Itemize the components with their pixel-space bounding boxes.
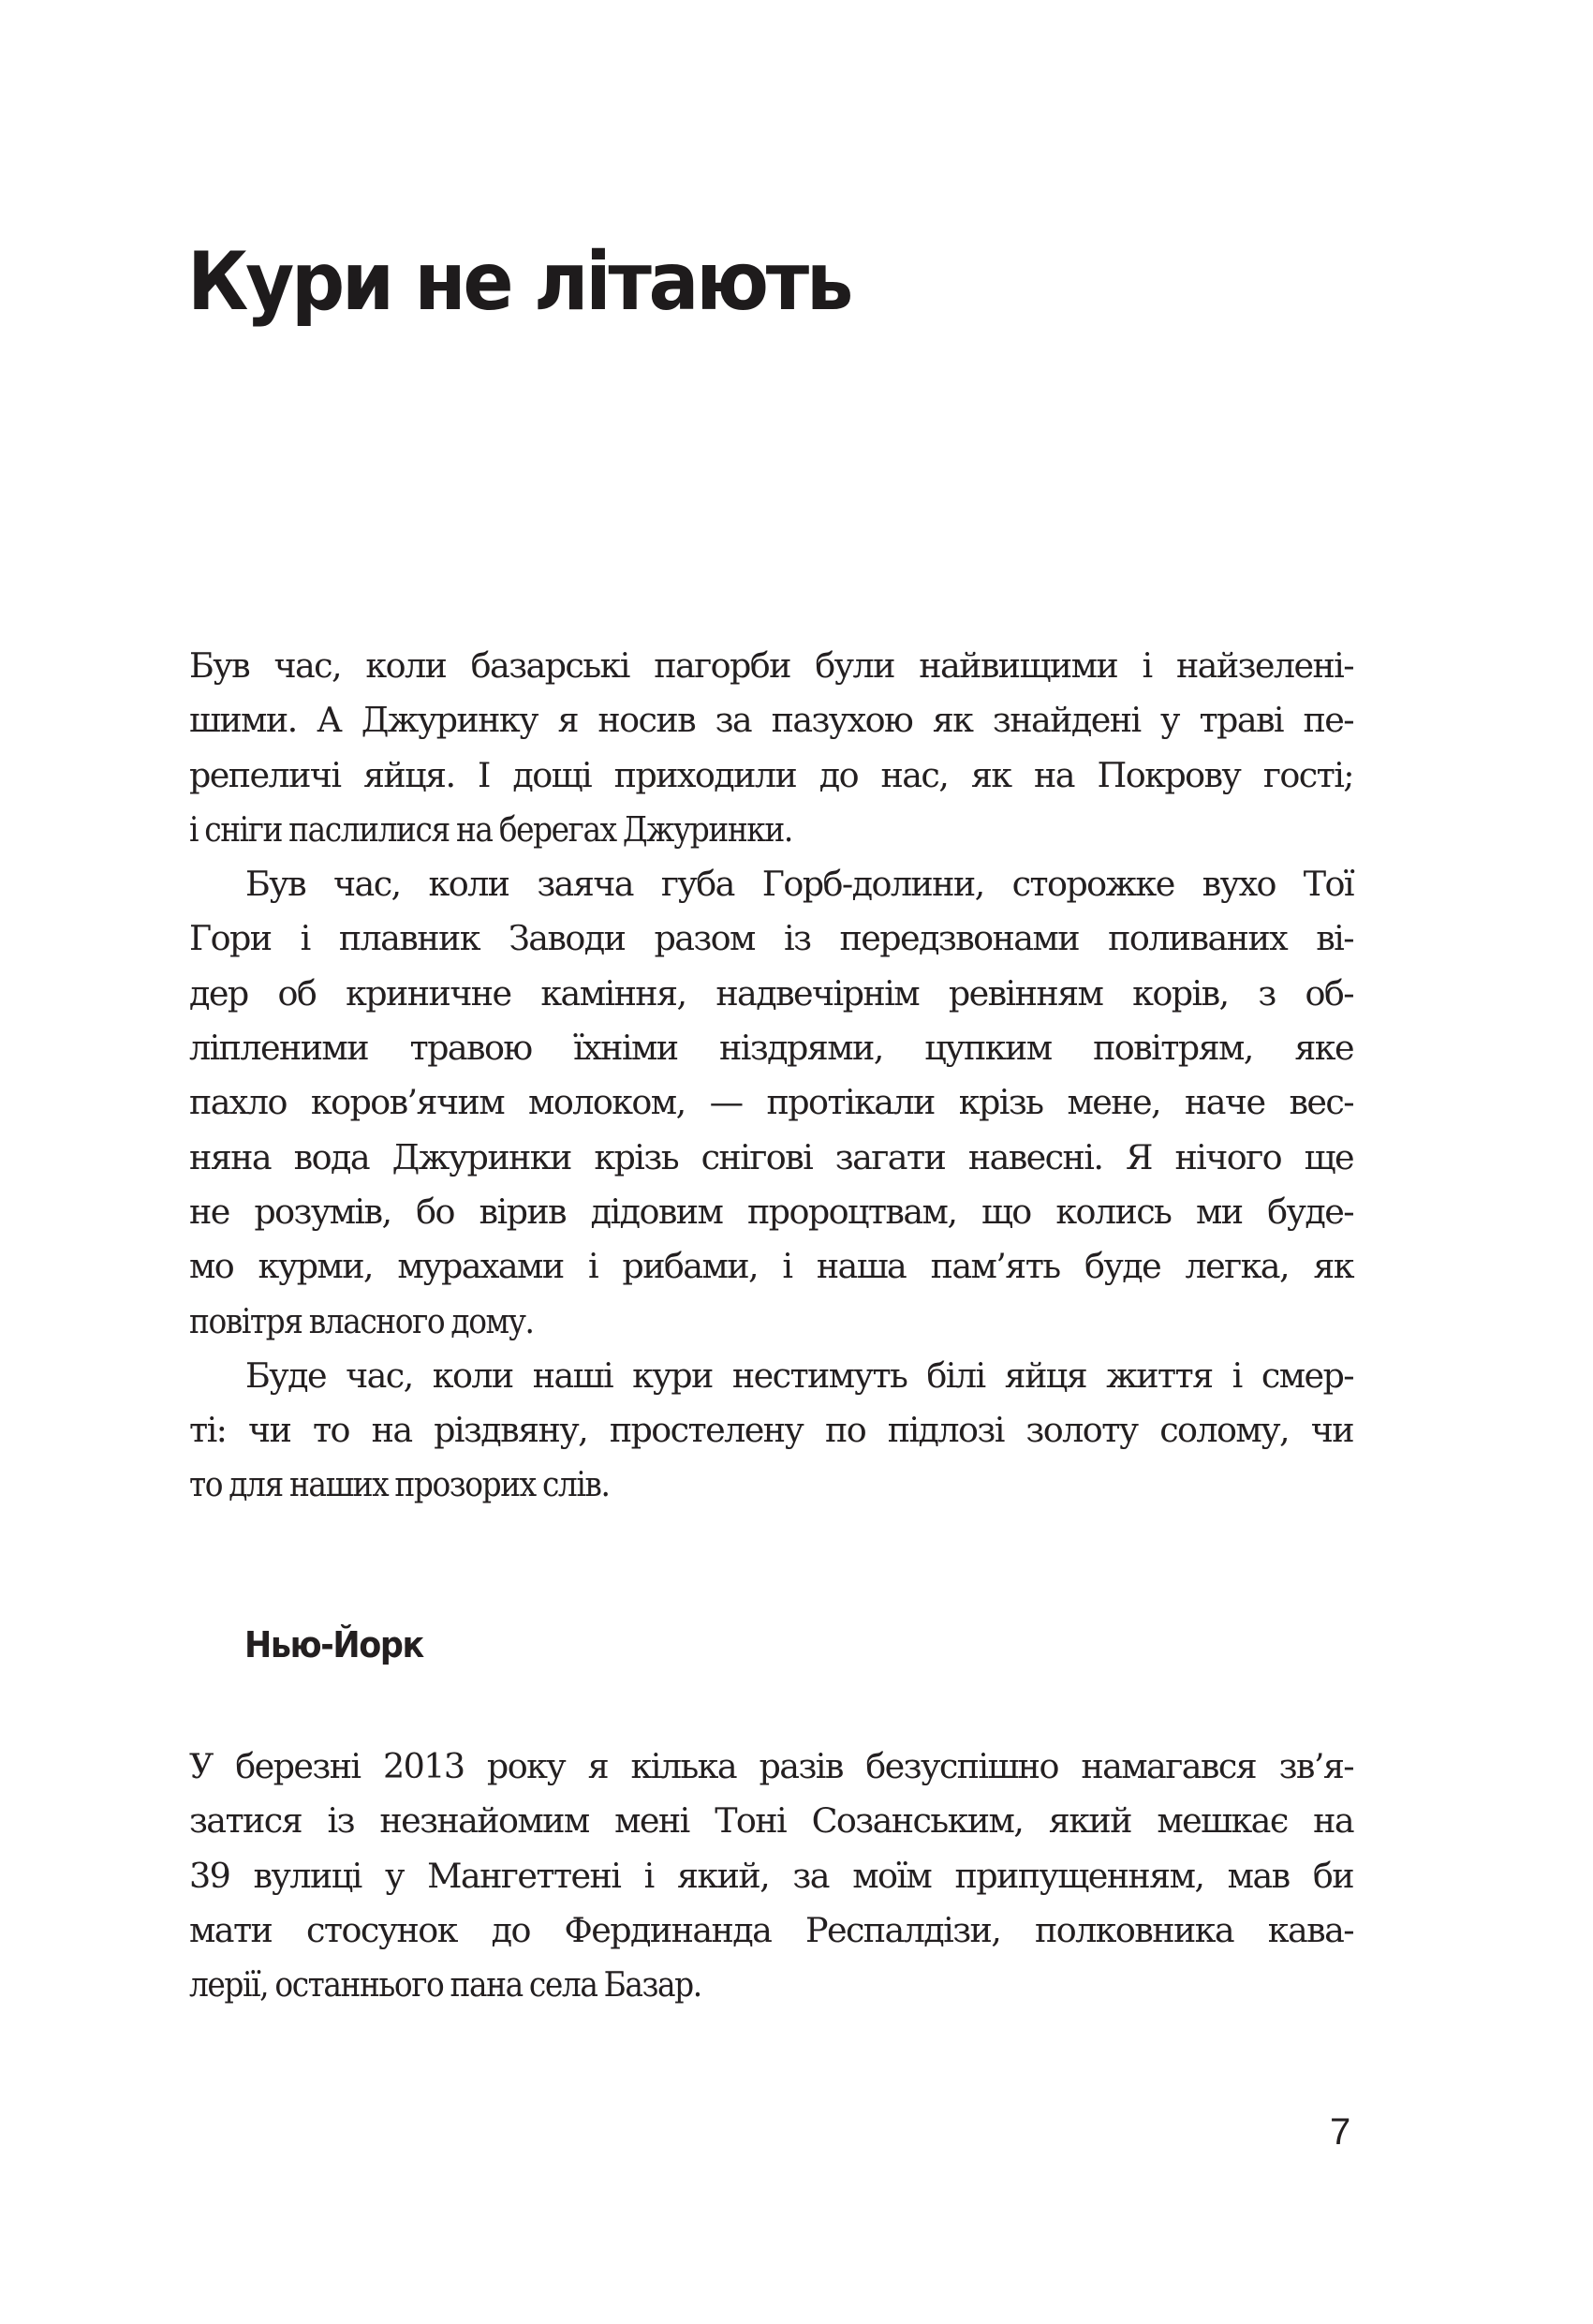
- text-line: мо курми, мурахами і рибами, і наша пам’ять буде легка, як: [189, 1246, 1353, 1287]
- text-line: У березні 2013 року я кілька разів безуспішно намагався зв’я-: [189, 1746, 1353, 1786]
- text-line: 39 вулиці у Мангеттені і який, за моїм припущенням, мав би: [189, 1855, 1353, 1896]
- section-heading: Нью-Йорк: [244, 1624, 423, 1665]
- text-line: затися із незнайомим мені Тоні Созанським, який мешкає на: [189, 1800, 1353, 1842]
- text-line: репеличі яйця. І дощі приходили до нас, як на Покрову гості;: [189, 754, 1353, 795]
- paragraph: [189, 857, 1353, 1349]
- text-line: не розумів, бо вірив дідовим пророцтвам, що колись ми буде-: [189, 1191, 1353, 1232]
- text-line: то для наших прозорих слів.: [189, 1464, 610, 1505]
- text-line: Гори і плавник Заводи разом із передзвонами поливаних ві-: [189, 918, 1353, 959]
- section-text: [189, 1739, 1353, 2012]
- text-line: Буде час, коли наші кури нестимуть білі яйця життя і смер-: [245, 1354, 1353, 1396]
- text-line: лерії, останнього пана села Базар.: [189, 1964, 701, 2006]
- paragraph: [189, 639, 1353, 857]
- intro-text: [189, 639, 1353, 1513]
- text-line: ліпленими травою їхніми ніздрями, цупким повітрям, яке: [189, 1028, 1353, 1069]
- text-line: повітря власного дому.: [189, 1300, 534, 1341]
- paragraph: [189, 1739, 1353, 2012]
- paragraph: [189, 1349, 1353, 1513]
- text-line: Був час, коли заяча губа Горб-долини, сторожке вухо Тої: [245, 864, 1353, 905]
- text-line: ті: чи то на різдвяну, простелену по підлозі золоту солому, чи: [189, 1410, 1353, 1451]
- text-line: шими. А Джуринку я носив за пазухою як знайдені у траві пе-: [189, 700, 1353, 741]
- page-number: 7: [1330, 2111, 1351, 2153]
- text-line: і сніги паслилися на берегах Джуринки.: [189, 808, 792, 850]
- text-line: пахло коров’ячим молоком, — протікали крізь мене, наче вес-: [189, 1082, 1353, 1123]
- chapter-title: Кури не літають: [187, 235, 851, 329]
- text-line: мати стосунок до Фердинанда Респалдізи, полковника кава-: [189, 1909, 1353, 1950]
- text-line: няна вода Джуринки крізь снігові загати навесні. Я нічого ще: [189, 1136, 1353, 1177]
- text-line: дер об криничне каміння, надвечірнім ревінням корів, з об-: [189, 972, 1353, 1014]
- text-line: Був час, коли базарські пагорби були найвищими і найзелені-: [189, 645, 1353, 686]
